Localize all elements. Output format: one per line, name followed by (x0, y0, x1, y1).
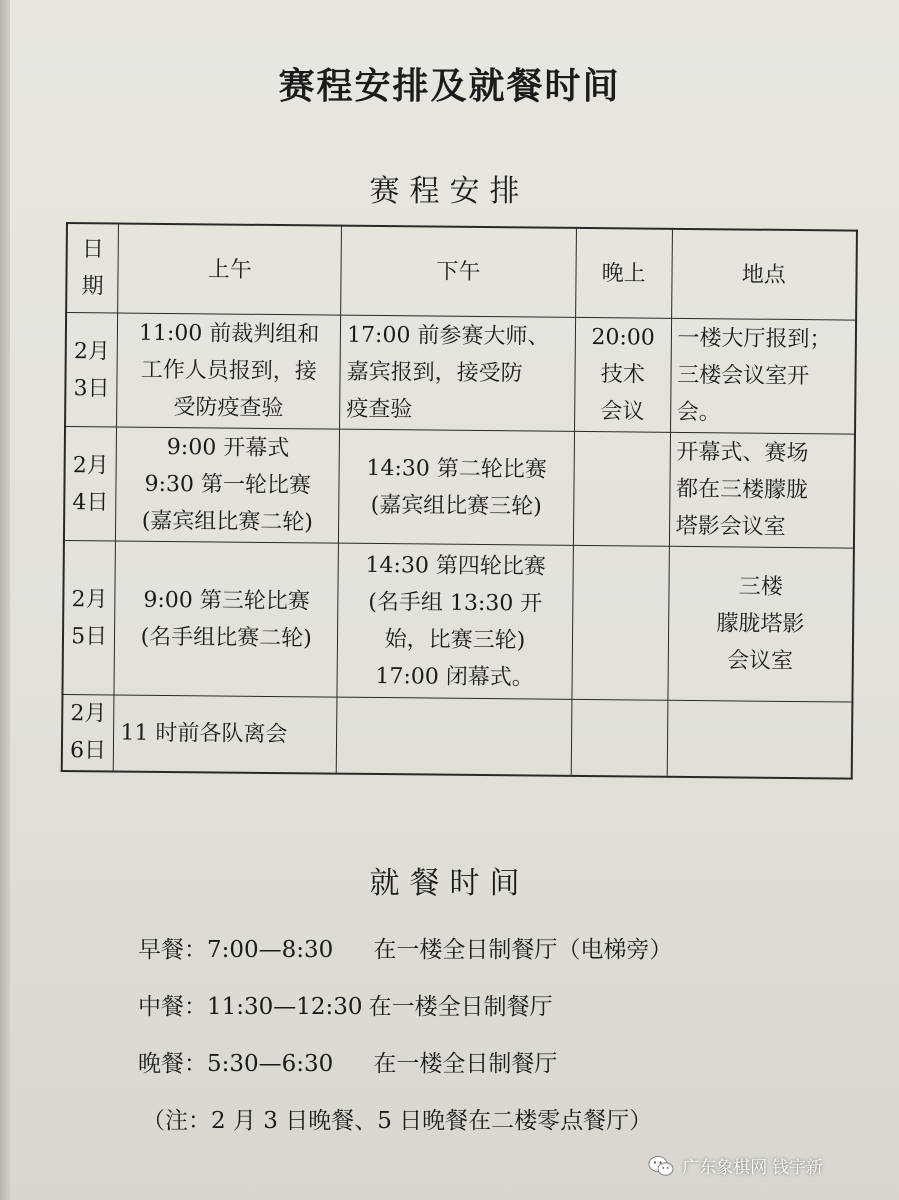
cell-line: 三楼会议室开 (677, 362, 810, 390)
cell-line: 技术 (600, 362, 645, 388)
cell-date (65, 313, 118, 427)
cell-evening-empty (573, 431, 670, 546)
meal-label: 晚餐： (138, 1051, 207, 1077)
header-am: 上午 (118, 224, 342, 316)
table-row (62, 694, 853, 778)
meal-dinner (138, 1036, 838, 1093)
meal-place: 在一楼全日制餐厅（电梯旁） (373, 937, 673, 963)
table-header-row (66, 223, 857, 320)
cell-location (668, 546, 854, 702)
cell-location-empty (667, 700, 853, 778)
header-date-line: 期 (81, 274, 104, 300)
cell-line: 2月 (73, 338, 111, 364)
cell-line: 始，比赛三轮) (384, 626, 526, 653)
cell-pm (337, 543, 573, 699)
cell-pm (339, 429, 575, 545)
cell-line: (嘉宾组比赛二轮) (141, 508, 314, 536)
cell-line: 疫查验 (346, 396, 413, 423)
cell-date (62, 540, 115, 694)
cell-line: 11:00 前裁判组和 (138, 320, 320, 348)
cell-line: 14:30 第四轮比赛 (365, 552, 547, 580)
cell-line: 5日 (71, 623, 108, 649)
meal-time: 11:30—12:30 (207, 994, 363, 1020)
cell-line: 14:30 第二轮比赛 (366, 455, 547, 483)
schedule-table (61, 222, 858, 779)
cell-line: 会议室 (726, 648, 794, 674)
cell-am (114, 541, 338, 697)
cell-line: 一楼大厅报到； (677, 325, 832, 353)
cell-line: 都在三楼朦胧 (675, 476, 809, 504)
cell-line: 嘉宾报到，接受防 (346, 359, 523, 387)
watermark-text: 广东象棋网 钱宇新 (682, 1158, 823, 1177)
cell-am (116, 427, 340, 543)
cell-line: 9:00 第三轮比赛 (143, 587, 310, 614)
cell-line: 2月 (72, 452, 109, 478)
cell-line: 受防疫查验 (173, 395, 284, 422)
watermark (648, 1153, 823, 1178)
cell-line: 4日 (72, 489, 109, 515)
cell-line: 塔影会议室 (675, 513, 786, 540)
header-evening: 晚上 (575, 228, 672, 318)
meal-place: 在一楼全日制餐厅 (373, 1051, 558, 1077)
cell-evening-empty (572, 545, 669, 700)
cell-line: 9:00 开幕式 (166, 434, 290, 462)
cell-date (64, 427, 117, 541)
header-date-line: 日 (81, 237, 105, 263)
cell-line: 9:30 第一轮比赛 (144, 471, 312, 499)
cell-pm (340, 315, 576, 431)
cell-line: (名手组 13:30 开 (368, 589, 543, 617)
cell-evening (574, 317, 671, 432)
cell-line: 6日 (69, 738, 107, 764)
header-pm: 下午 (341, 226, 577, 318)
cell-evening-empty (571, 699, 667, 776)
meal-label: 中餐： (138, 994, 207, 1020)
meal-place: 在一楼全日制餐厅 (368, 994, 553, 1020)
cell-line: 17:00 前参赛大师、 (346, 322, 550, 350)
meals-heading: 就餐时间 (369, 866, 530, 901)
cell-line: 三楼 (738, 574, 783, 600)
cell-line: 3日 (73, 375, 110, 401)
cell-line: (嘉宾组比赛三轮) (370, 492, 542, 520)
table-row (64, 427, 855, 549)
cell-line: 会议 (600, 399, 645, 425)
cell-am (117, 313, 341, 429)
header-date (66, 223, 119, 313)
meal-lunch (138, 979, 838, 1036)
table-row (65, 313, 856, 435)
cell-am (114, 695, 337, 773)
page-title: 赛程安排及就餐时间 (278, 65, 621, 107)
cell-pm-empty (336, 697, 571, 775)
cell-location (669, 432, 855, 548)
cell-line: 2月 (70, 701, 107, 727)
cell-line: 会。 (676, 399, 721, 426)
cell-line: 朦胧塔影 (716, 611, 805, 638)
meal-time: 5:30—6:30 (207, 1051, 334, 1077)
wechat-icon (648, 1155, 674, 1177)
cell-location (670, 318, 856, 434)
cell-line: 11 时前各队离会 (120, 720, 288, 747)
meal-list (138, 922, 838, 1150)
header-location: 地点 (671, 229, 857, 320)
cell-line: 20:00 (591, 325, 655, 351)
schedule-heading: 赛程安排 (369, 174, 530, 209)
cell-line: (名手组比赛二轮) (140, 624, 312, 651)
meal-note: （注：2 月 3 日晚餐、5 日晚餐在二楼零点餐厅） (142, 1108, 653, 1134)
cell-line: 2月 (71, 586, 108, 612)
cell-date (62, 694, 115, 770)
table-row (62, 540, 853, 702)
cell-line: 开幕式、赛场 (676, 439, 809, 467)
meal-label: 早餐： (138, 937, 207, 963)
cell-line: 17:00 闭幕式。 (375, 663, 534, 691)
meal-time: 7:00—8:30 (207, 937, 334, 963)
cell-line: 工作人员报到，接 (140, 357, 317, 385)
meal-breakfast (138, 922, 838, 979)
